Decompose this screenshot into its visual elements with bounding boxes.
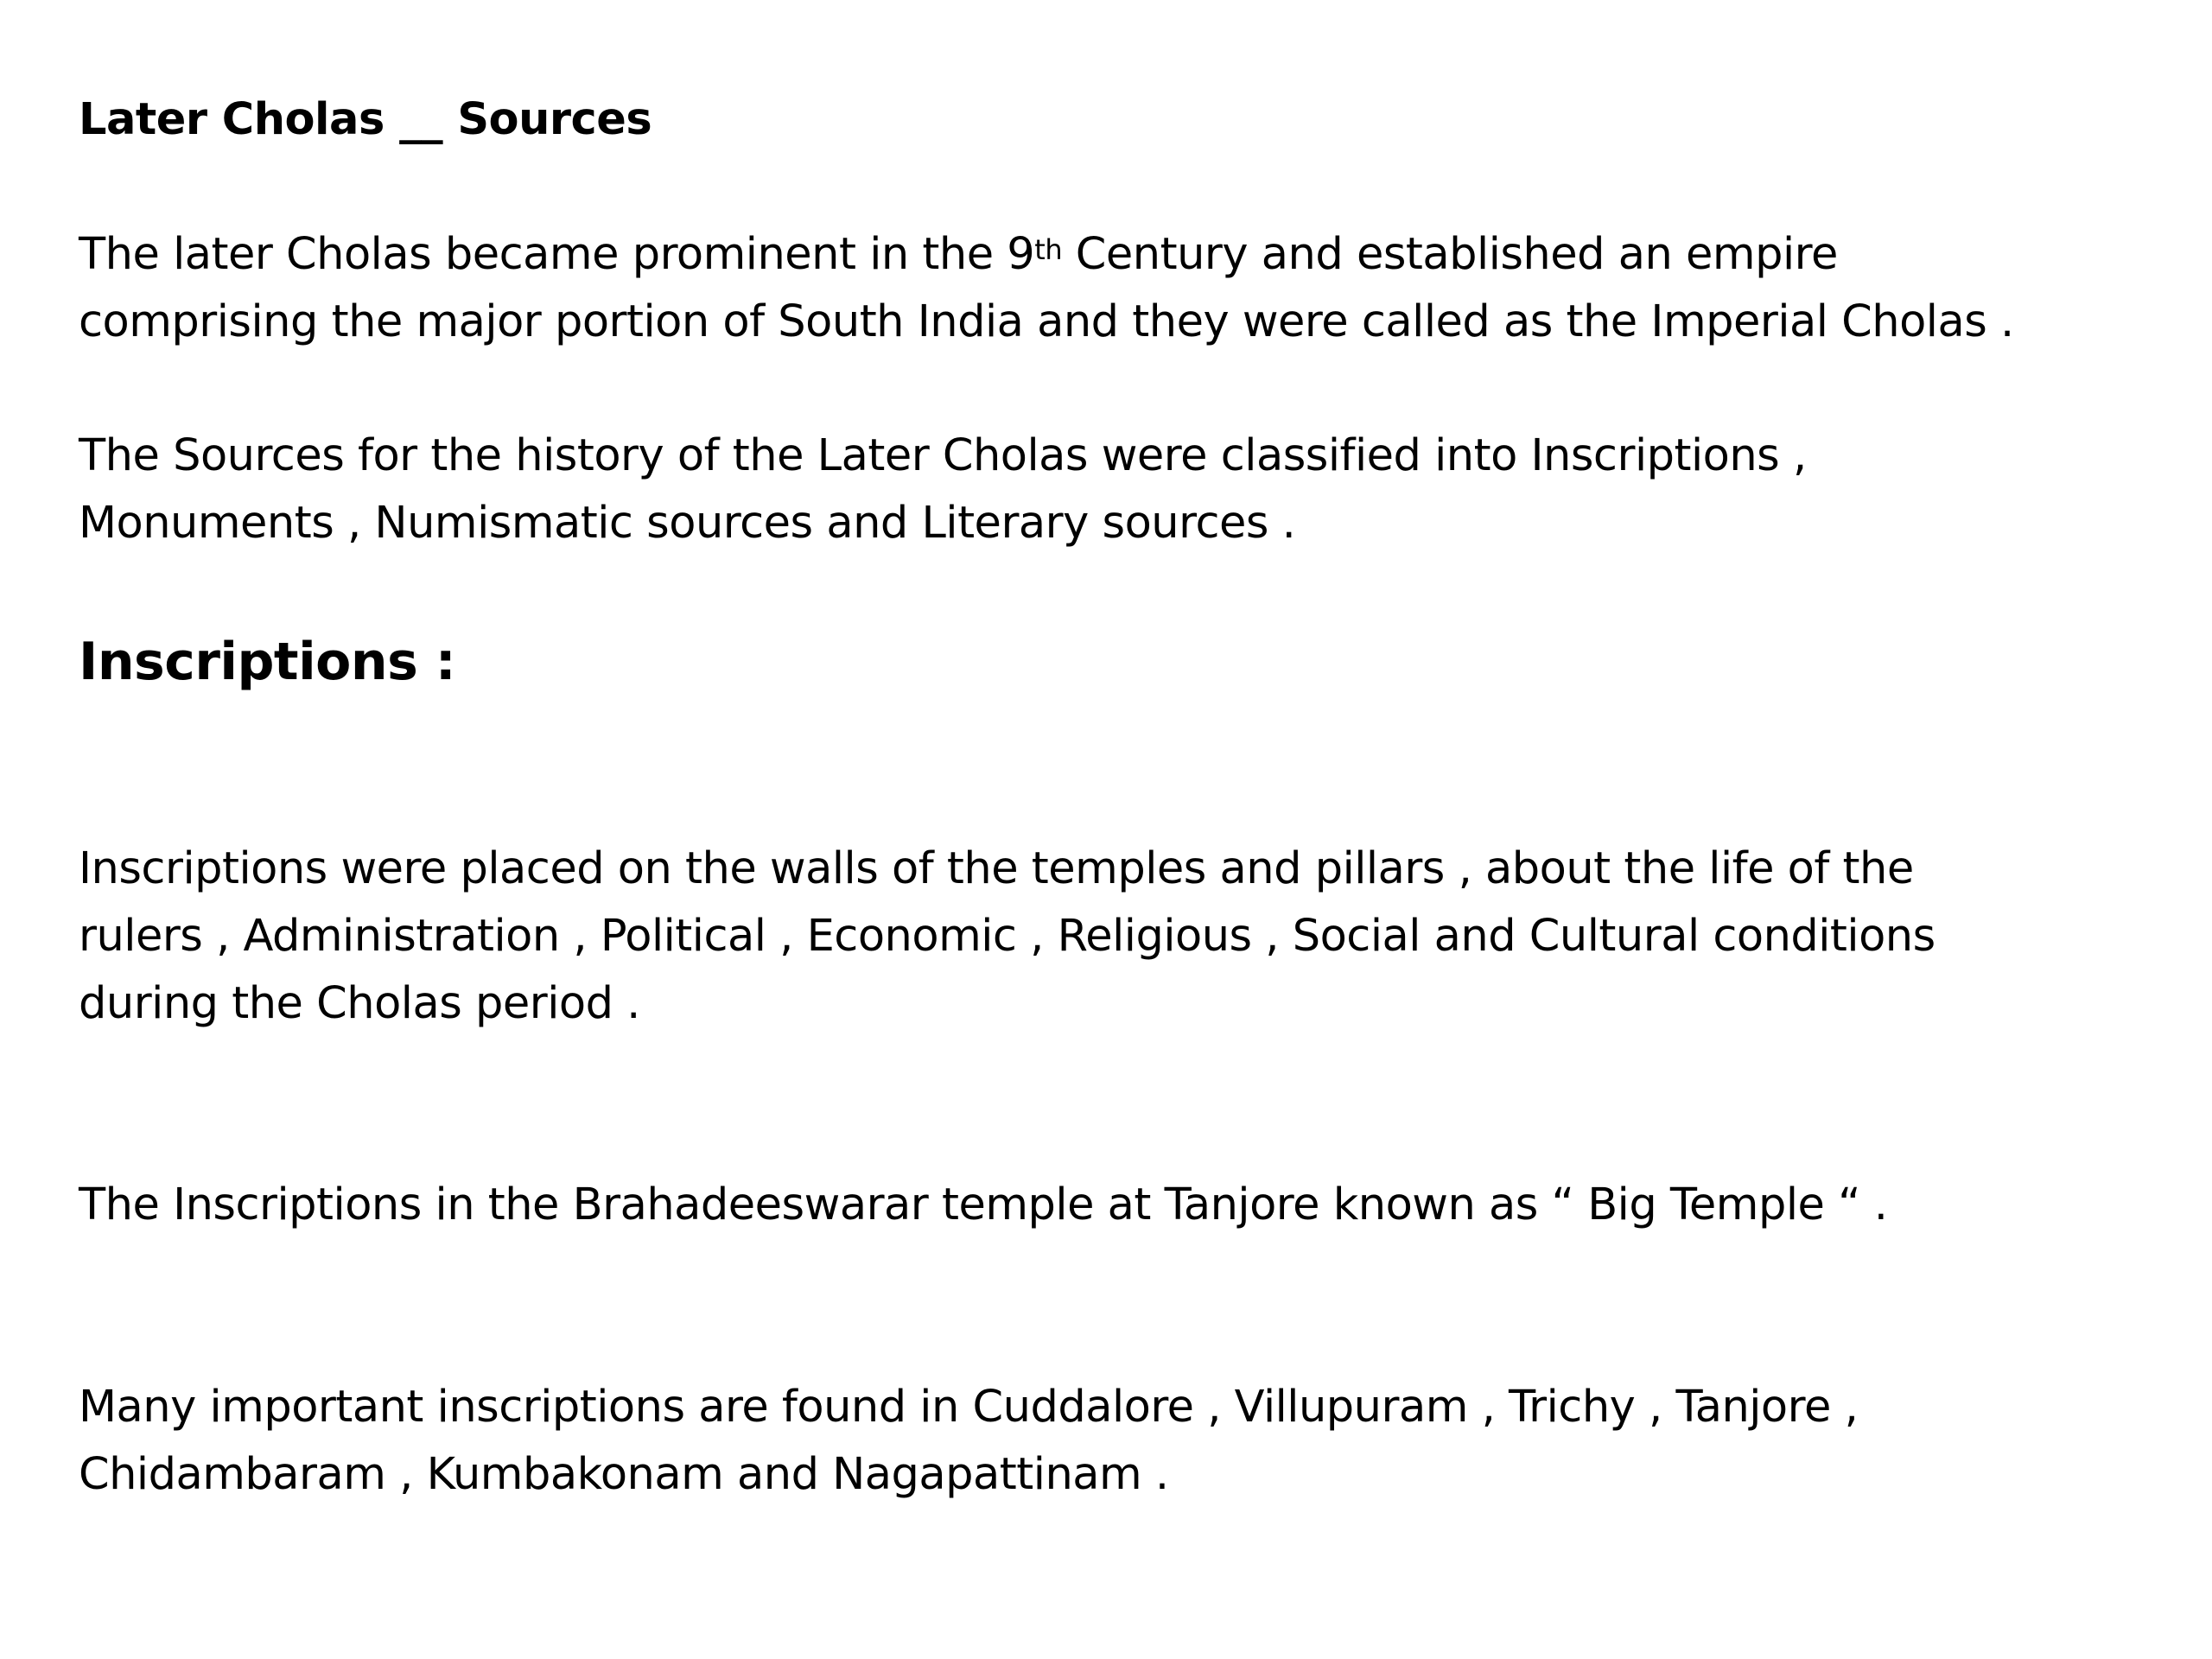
locations-line-2: Chidambaram , Kumbakonam and Nagapattinam .: [79, 1449, 1169, 1500]
inscriptions-heading-text: Inscriptions :: [79, 632, 456, 692]
intro-line-1-pre: The later Cholas became prominent in the 9: [79, 229, 1035, 280]
inscriptions-line-2: rulers , Administration , Political , Economic , Religious , Social and Cultural conditions: [79, 911, 1936, 962]
slide-title-text: Later Cholas __ Sources: [79, 94, 652, 145]
intro-line-1-post: Century and established an empire: [1062, 229, 1838, 280]
locations-line-1: Many important inscriptions are found in Cuddalore , Villupuram , Trichy , Tanjore ,: [79, 1382, 1859, 1433]
inscriptions-paragraph: [79, 836, 2152, 1038]
inscriptions-line-1: Inscriptions were placed on the walls of the temples and pillars , about the life of the: [79, 843, 1914, 894]
slide-title: [79, 86, 2152, 154]
ordinal-superscript: th: [1034, 233, 1063, 266]
intro-line-1: [79, 221, 2152, 289]
locations-paragraph: [79, 1374, 2152, 1509]
big-temple-line-1: The Inscriptions in the Brahadeeswarar temple at Tanjore known as “ Big Temple “ .: [79, 1179, 1888, 1230]
intro-line-2: comprising the major portion of South India and they were called as the Imperial Cholas .: [79, 296, 2014, 347]
sources-paragraph: [79, 423, 2152, 557]
sources-line-1: The Sources for the history of the Later Cholas were classified into Inscriptions ,: [79, 430, 1807, 481]
inscriptions-line-3: during the Cholas period .: [79, 978, 640, 1029]
intro-paragraph: [79, 221, 2152, 356]
inscriptions-heading: [79, 627, 2152, 696]
sources-line-2: Monuments , Numismatic sources and Literary sources .: [79, 498, 1296, 549]
big-temple-paragraph: [79, 1172, 2152, 1239]
